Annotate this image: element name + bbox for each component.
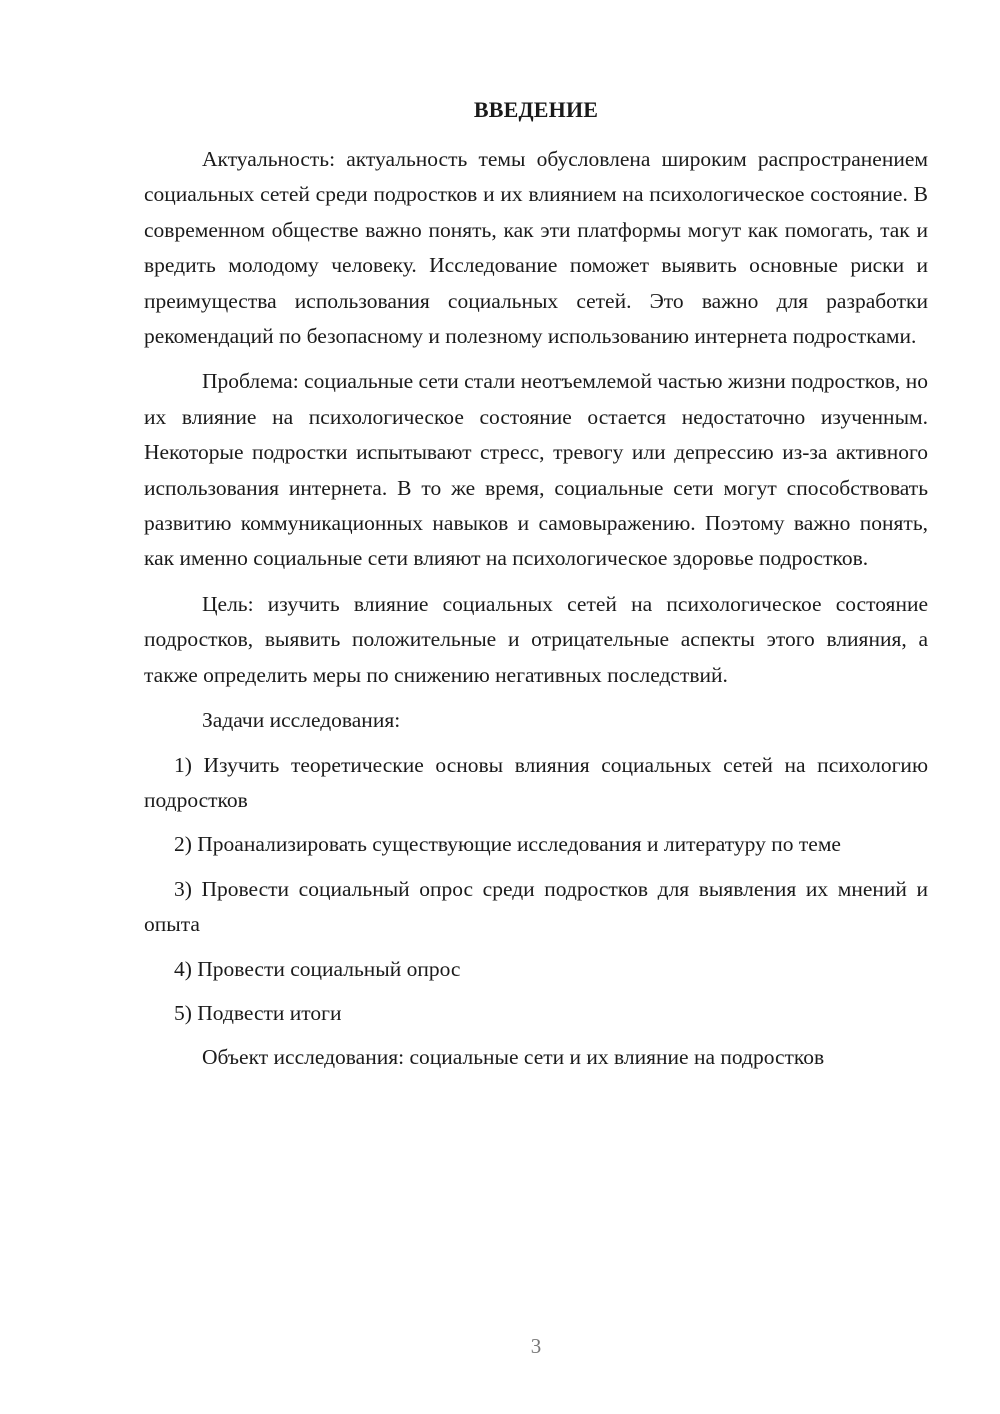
task-item-1: 1) Изучить теоретические основы влияния социальных сетей на психологию подростков [144, 752, 928, 812]
task-item-5: 5) Подвести итоги [174, 1000, 342, 1025]
page-heading: ВВЕДЕНИЕ [473, 97, 599, 122]
paragraph-relevance: Актуальность: актуальность темы обусловлена широким распространением социальных сетей среди подростков и их влиянием на психологическое состояние. В современном обществе важно понять, как эти платформы могут как помогать, так и вредить молодому человеку. Исследование поможет выявить основные риски и преимущества использования социальных сетей. Это важно для разработки рекомендаций по безопасному и полезному использованию интернета подростками. [144, 147, 928, 349]
paragraph-goal: Цель: изучить влияние социальных сетей на психологическое состояние подростков, выявить положительные и отрицательные аспекты этого влияния, а также определить меры по снижению негативных последствий. [144, 591, 928, 687]
task-item-4: 4) Провести социальный опрос [174, 956, 461, 981]
task-item-3: 3) Провести социальный опрос среди подростков для выявления их мнений и опыта [144, 876, 928, 937]
task-item-2: 2) Проанализировать существующие исследования и литературу по теме [174, 832, 841, 857]
document-body [144, 142, 928, 1076]
page-number: 3 [530, 1334, 542, 1358]
paragraph-problem: Проблема: социальные сети стали неотъемлемой частью жизни подростков, но их влияние на психологическое состояние остается недостаточно изученным. Некоторые подростки испытывают стресс, тревогу или депрессию из-за активного использования интернета. В то же время, социальные сети могут способствовать развитию коммуникационных навыков и самовыражению. Поэтому важно понять, как именно социальные сети влияют на психологическое здоровье подростков. [144, 369, 928, 571]
research-object: Объект исследования: социальные сети и их влияние на подростков [202, 1045, 825, 1070]
tasks-title: Задачи исследования: [202, 708, 401, 733]
